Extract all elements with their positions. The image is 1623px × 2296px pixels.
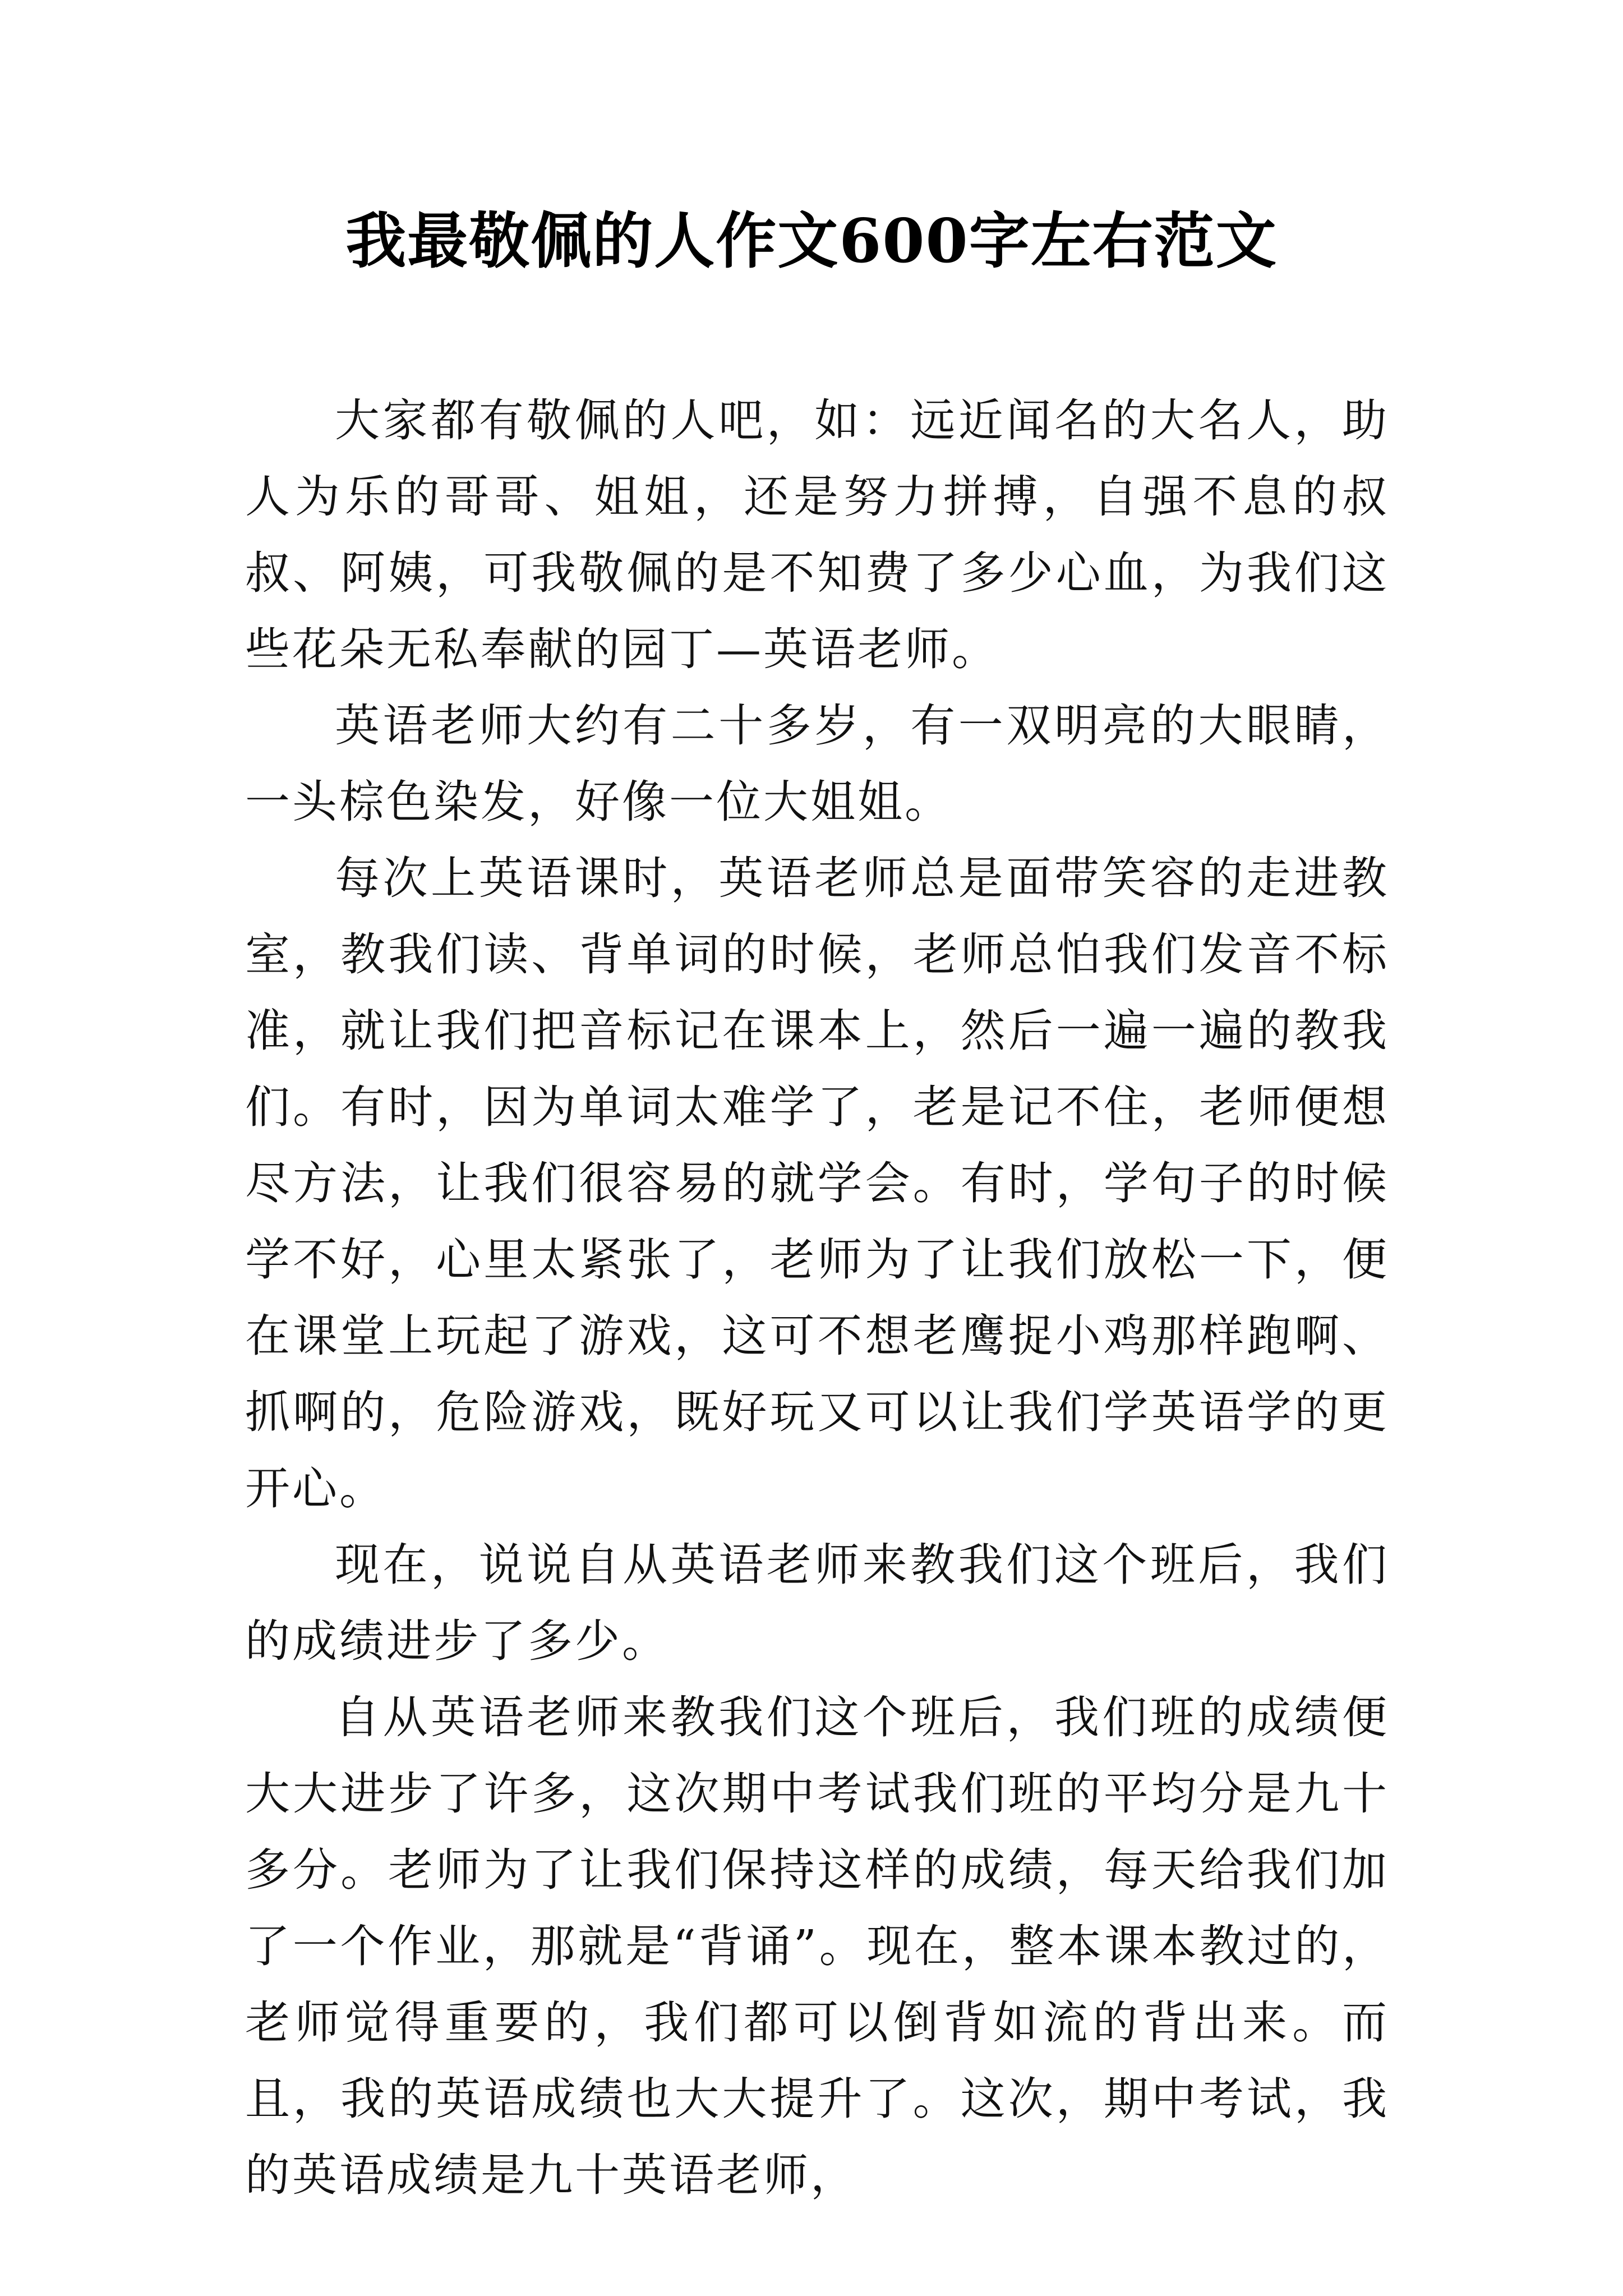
paragraph: 现在，说说自从英语老师来教我们这个班后，我们的成绩进步了多少。: [245, 1539, 1389, 1667]
document-title: 我最敬佩的人作文600字左右范文: [345, 206, 1278, 277]
paragraph: 大家都有敬佩的人吧，如：远近闻名的大名人，助人为乐的哥哥、姐姐，还是努力拼搏，自强不息的叔叔、阿姨，可我敬佩的是不知费了多少心血，为我们这些花朵无私奉献的园丁—英语老师。: [245, 394, 1389, 675]
paragraph: 每次上英语课时，英语老师总是面带笑容的走进教室，教我们读、背单词的时候，老师总怕我们发音不标准，就让我们把音标记在课本上，然后一遍一遍的教我们。有时，因为单词太难学了，老是记不住，老师便想尽方法，让我们很容易的就学会。有时，学句子的时候学不好，心里太紧张了，老师为了让我们放松一下，便在课堂上玩起了游戏，这可不想老鹰捉小鸡那样跑啊、抓啊的，危险游戏，既好玩又可以让我们学英语学的更开心。: [245, 852, 1389, 1515]
paragraph: 自从英语老师来教我们这个班后，我们班的成绩便大大进步了许多，这次期中考试我们班的平均分是九十多分。老师为了让我们保持这样的成绩，每天给我们加了一个作业，那就是“背诵”。现在，整本课本教过的，老师觉得重要的，我们都可以倒背如流的背出来。而且，我的英语成绩也大大提升了。这次，期中考试，我的英语成绩是九十英语老师，: [245, 1691, 1389, 2201]
paragraph: 英语老师大约有二十多岁，有一双明亮的大眼睛，一头棕色染发，好像一位大姐姐。: [245, 700, 1389, 828]
document-body: [245, 383, 1389, 2214]
